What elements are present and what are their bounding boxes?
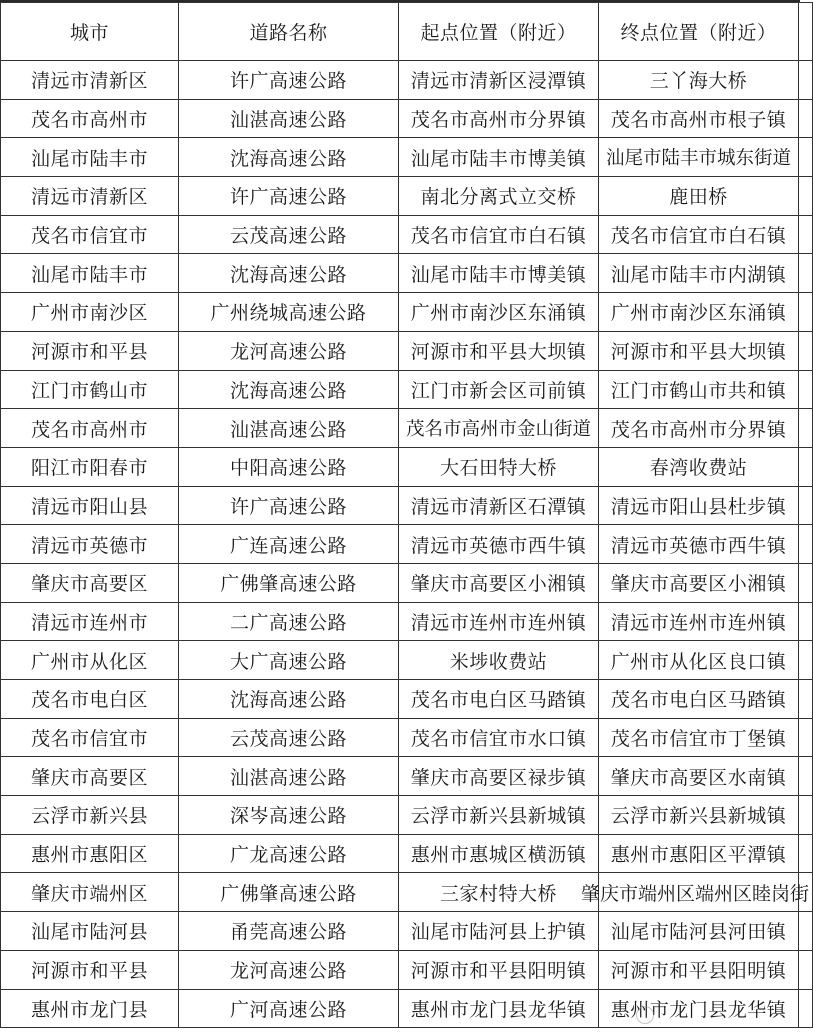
cell-road-name: 深岑高速公路 [179,796,399,835]
cell-start-location: 肇庆市高要区小湘镇 [399,563,599,602]
cell-city: 汕尾市陆丰市 [1,254,179,293]
cell-city: 清远市英德市 [1,525,179,564]
cell-city: 清远市清新区 [1,177,179,216]
cell-start-location: 茂名市高州市金山街道 [399,409,599,448]
header-end-location: 终点位置（附近） [599,3,799,61]
table-row [1,873,813,912]
cell-city: 惠州市龙门县 [1,989,179,1028]
table-row [1,718,813,757]
cell-start-location: 惠州市龙门县龙华镇 [399,989,599,1028]
cell-road-name: 广河高速公路 [179,989,399,1028]
header-start-location: 起点位置（附近） [399,3,599,61]
cell-cut-off-column [799,680,813,719]
cell-start-location: 广州市南沙区东涌镇 [399,293,599,332]
cell-cut-off-column [799,525,813,564]
table-row [1,99,813,138]
cell-cut-off-column [799,834,813,873]
cell-road-name: 沈海高速公路 [179,370,399,409]
cell-end-location: 三丫海大桥 [599,61,799,100]
cell-road-name: 二广高速公路 [179,602,399,641]
cell-cut-off-column [799,138,813,177]
cell-end-location: 茂名市高州市根子镇 [599,99,799,138]
cell-end-location: 江门市鹤山市共和镇 [599,370,799,409]
cell-road-name: 汕湛高速公路 [179,409,399,448]
table-row [1,138,813,177]
table-row [1,641,813,680]
cell-cut-off-column [799,718,813,757]
cell-end-location: 惠州市龙门县龙华镇 [599,989,799,1028]
cell-cut-off-column [799,563,813,602]
table-row [1,950,813,989]
cell-cut-off-column [799,757,813,796]
cell-road-name: 汕湛高速公路 [179,757,399,796]
cell-cut-off-column [799,912,813,951]
cell-start-location: 肇庆市高要区禄步镇 [399,757,599,796]
cell-road-name: 龙河高速公路 [179,950,399,989]
cell-end-location: 肇庆市高要区水南镇 [599,757,799,796]
cell-cut-off-column [799,99,813,138]
cell-road-name: 云茂高速公路 [179,718,399,757]
cell-start-location: 茂名市电白区马踏镇 [399,680,599,719]
cell-end-location: 春湾收费站 [599,447,799,486]
cell-cut-off-column [799,950,813,989]
cell-road-name: 广连高速公路 [179,525,399,564]
cell-end-location: 惠州市惠阳区平潭镇 [599,834,799,873]
cell-road-name: 甬莞高速公路 [179,912,399,951]
header-road-name: 道路名称 [179,3,399,61]
cell-city: 阳江市阳春市 [1,447,179,486]
cell-city: 河源市和平县 [1,331,179,370]
cell-start-location: 河源市和平县大坝镇 [399,331,599,370]
table-row [1,293,813,332]
table-row [1,215,813,254]
cell-city: 茂名市信宜市 [1,215,179,254]
cell-city: 清远市清新区 [1,61,179,100]
cell-start-location: 清远市连州市连州镇 [399,602,599,641]
cell-end-location: 汕尾市陆河县河田镇 [599,912,799,951]
cell-start-location: 茂名市信宜市水口镇 [399,718,599,757]
table-body [1,61,813,1028]
cell-cut-off-column [799,409,813,448]
cell-end-location: 汕尾市陆丰市城东街道 [599,138,799,177]
table-header-row [1,3,813,61]
cell-road-name: 沈海高速公路 [179,254,399,293]
cell-start-location: 汕尾市陆河县上护镇 [399,912,599,951]
cell-cut-off-column [799,293,813,332]
table-row [1,834,813,873]
cell-end-location: 肇庆市高要区小湘镇 [599,563,799,602]
cell-cut-off-column [799,486,813,525]
cell-road-name: 广佛肇高速公路 [179,873,399,912]
cell-start-location: 茂名市高州市分界镇 [399,99,599,138]
cell-road-name: 许广高速公路 [179,486,399,525]
cell-city: 惠州市惠阳区 [1,834,179,873]
table-row [1,61,813,100]
table-row [1,563,813,602]
cell-road-name: 龙河高速公路 [179,331,399,370]
table-row [1,796,813,835]
cell-city: 肇庆市端州区 [1,873,179,912]
table-row [1,525,813,564]
cell-cut-off-column [799,177,813,216]
table-row [1,757,813,796]
cell-city: 汕尾市陆丰市 [1,138,179,177]
cell-end-location: 广州市从化区良口镇 [599,641,799,680]
table-row [1,680,813,719]
cell-road-name: 许广高速公路 [179,61,399,100]
cell-end-location: 河源市和平县大坝镇 [599,331,799,370]
cell-start-location: 清远市英德市西牛镇 [399,525,599,564]
cell-end-location: 河源市和平县阳明镇 [599,950,799,989]
cell-cut-off-column [799,331,813,370]
cell-start-location: 惠州市惠城区横沥镇 [399,834,599,873]
cell-road-name: 广龙高速公路 [179,834,399,873]
table-row [1,602,813,641]
cell-end-location: 汕尾市陆丰市内湖镇 [599,254,799,293]
cell-cut-off-column [799,989,813,1028]
cell-end-location: 茂名市信宜市丁堡镇 [599,718,799,757]
cell-cut-off-column [799,641,813,680]
cell-end-location: 清远市英德市西牛镇 [599,525,799,564]
cell-end-location: 茂名市电白区马踏镇 [599,680,799,719]
cell-city: 茂名市电白区 [1,680,179,719]
cell-cut-off-column [799,254,813,293]
cell-road-name: 汕湛高速公路 [179,99,399,138]
cell-city: 河源市和平县 [1,950,179,989]
cell-road-name: 沈海高速公路 [179,138,399,177]
cell-cut-off-column [799,370,813,409]
table-row [1,409,813,448]
table-row [1,331,813,370]
cell-start-location: 南北分离式立交桥 [399,177,599,216]
cell-start-location: 江门市新会区司前镇 [399,370,599,409]
cell-end-location: 茂名市高州市分界镇 [599,409,799,448]
cell-start-location: 清远市清新区浸潭镇 [399,61,599,100]
cell-road-name: 大广高速公路 [179,641,399,680]
cell-end-location: 清远市阳山县杜步镇 [599,486,799,525]
cell-city: 肇庆市高要区 [1,757,179,796]
cell-cut-off-column [799,602,813,641]
cell-road-name: 云茂高速公路 [179,215,399,254]
cell-road-name: 广佛肇高速公路 [179,563,399,602]
cell-start-location: 汕尾市陆丰市博美镇 [399,254,599,293]
cell-start-location: 云浮市新兴县新城镇 [399,796,599,835]
cell-city: 清远市阳山县 [1,486,179,525]
cell-city: 江门市鹤山市 [1,370,179,409]
cell-cut-off-column [799,215,813,254]
cell-start-location: 茂名市信宜市白石镇 [399,215,599,254]
cell-start-location: 清远市清新区石潭镇 [399,486,599,525]
cell-end-location: 广州市南沙区东涌镇 [599,293,799,332]
cell-city: 广州市南沙区 [1,293,179,332]
cell-start-location: 米埗收费站 [399,641,599,680]
table-row [1,370,813,409]
cell-city: 清远市连州市 [1,602,179,641]
cell-road-name: 广州绕城高速公路 [179,293,399,332]
cell-end-location: 肇庆市端州区端州区睦岗街 [599,873,799,912]
table-row [1,912,813,951]
cell-start-location: 三家村特大桥 [399,873,599,912]
cell-end-location: 清远市连州市连州镇 [599,602,799,641]
cell-city: 茂名市高州市 [1,99,179,138]
table-row [1,989,813,1028]
cell-city: 云浮市新兴县 [1,796,179,835]
table-row [1,447,813,486]
table-row [1,177,813,216]
cell-cut-off-column [799,447,813,486]
cell-cut-off-column [799,796,813,835]
cell-city: 茂名市高州市 [1,409,179,448]
cell-cut-off-column [799,61,813,100]
cell-city: 广州市从化区 [1,641,179,680]
cell-end-location: 鹿田桥 [599,177,799,216]
cell-city: 茂名市信宜市 [1,718,179,757]
cell-end-location: 茂名市信宜市白石镇 [599,215,799,254]
road-table [0,2,813,1028]
cell-start-location: 河源市和平县阳明镇 [399,950,599,989]
table-row [1,486,813,525]
cell-end-location: 云浮市新兴县新城镇 [599,796,799,835]
cell-city: 汕尾市陆河县 [1,912,179,951]
header-cut-off-column [799,3,813,61]
cell-road-name: 许广高速公路 [179,177,399,216]
cell-start-location: 大石田特大桥 [399,447,599,486]
cell-city: 肇庆市高要区 [1,563,179,602]
table-row [1,254,813,293]
cell-road-name: 中阳高速公路 [179,447,399,486]
header-city: 城市 [1,3,179,61]
cell-road-name: 沈海高速公路 [179,680,399,719]
cell-start-location: 汕尾市陆丰市博美镇 [399,138,599,177]
